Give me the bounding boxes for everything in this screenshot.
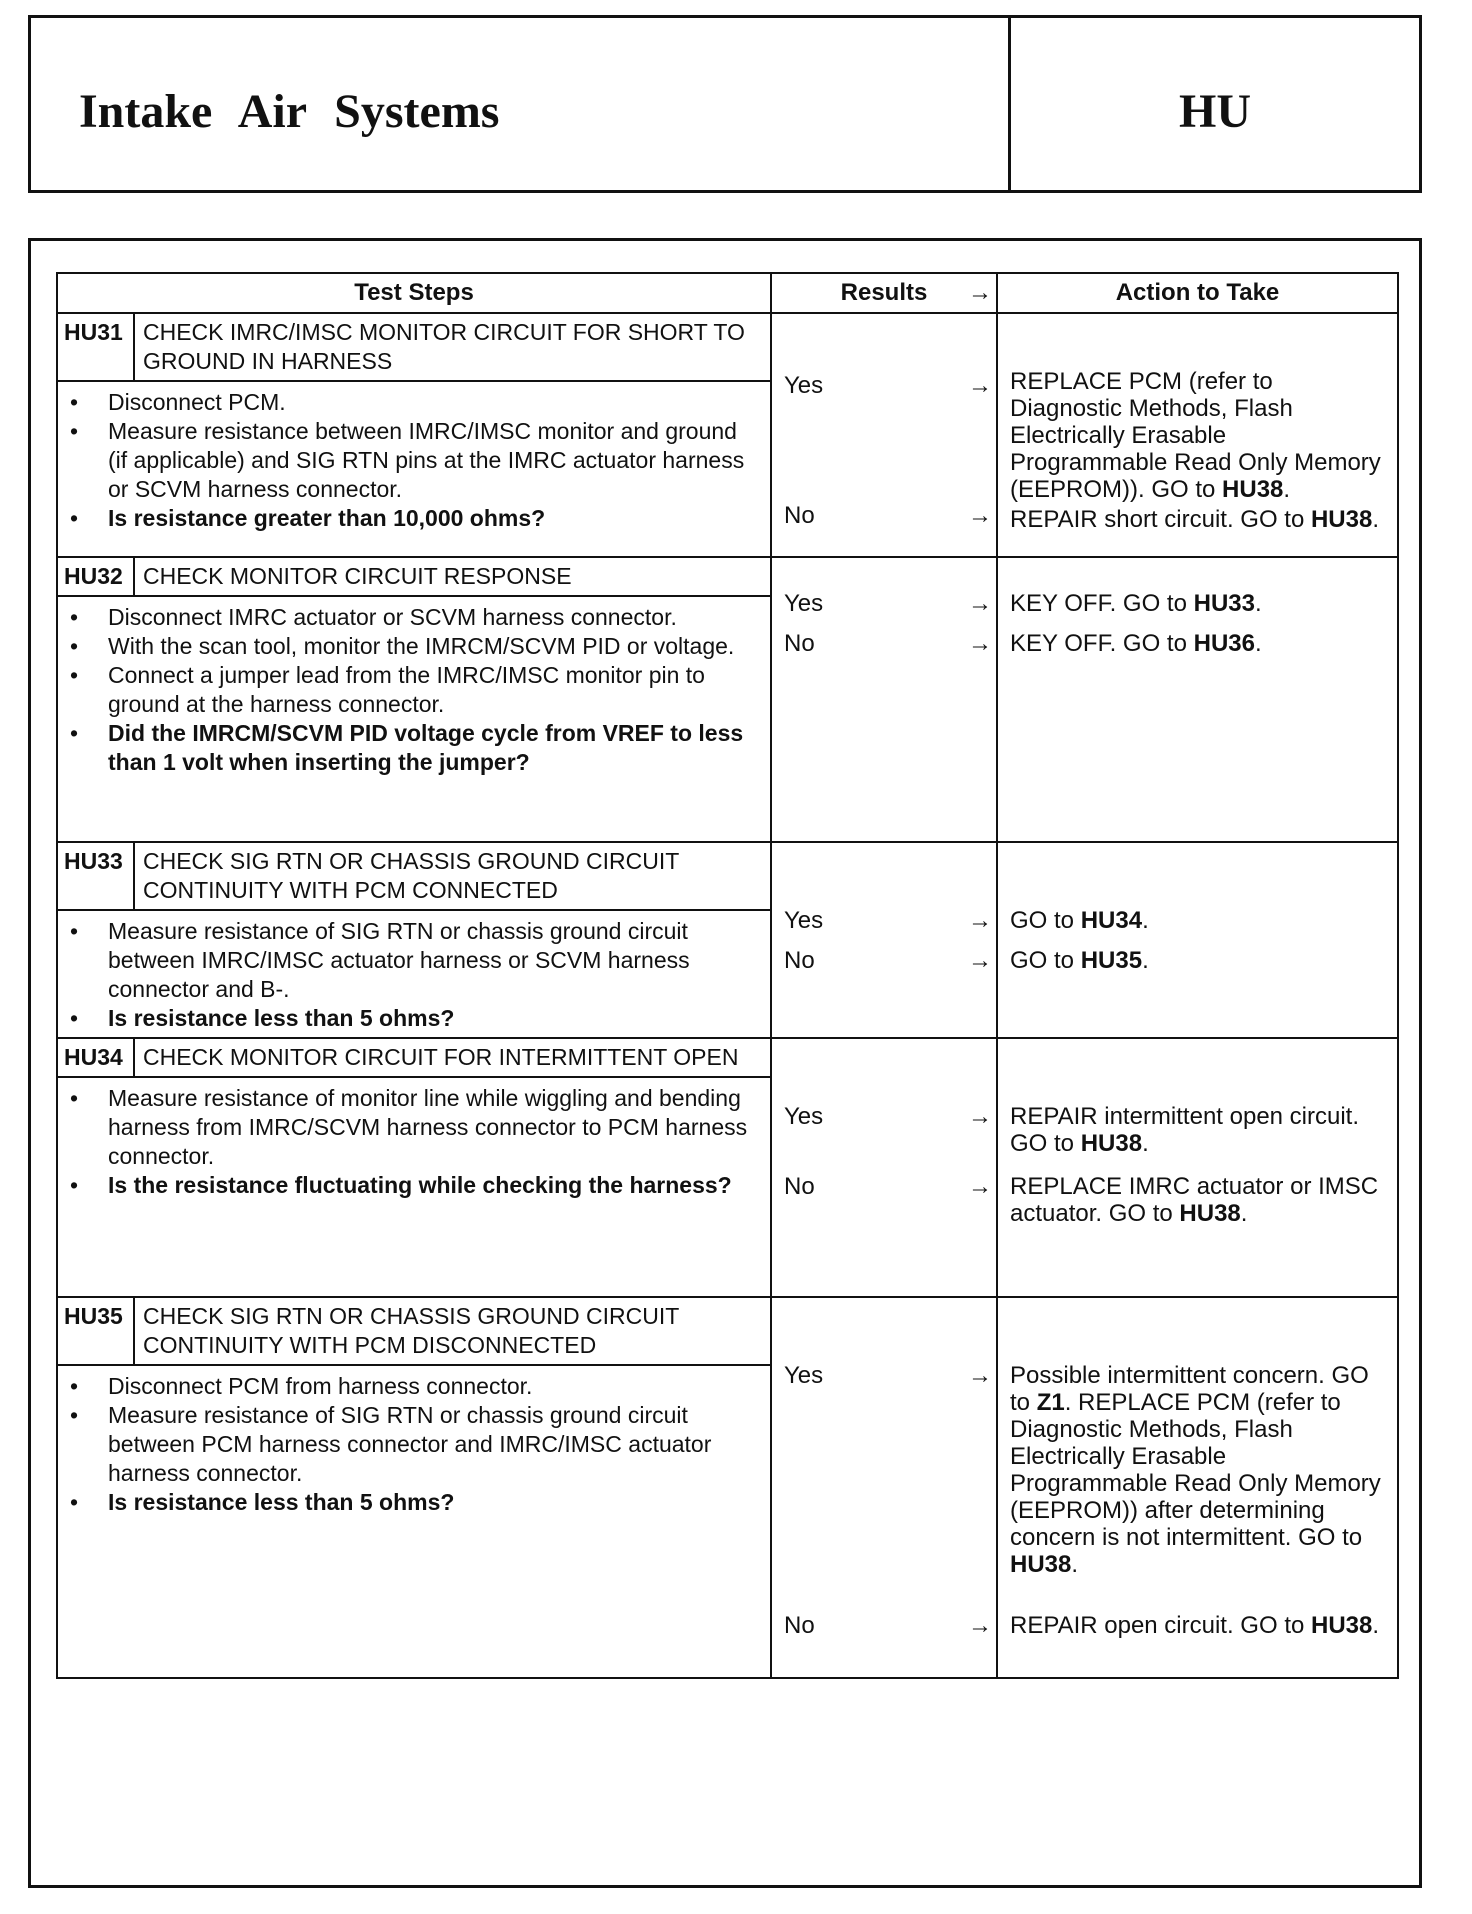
action-cell: [997, 313, 1398, 557]
result-yes: [784, 372, 992, 400]
step-bullet: [70, 661, 758, 719]
question-text: Is resistance less than 5 ohms?: [108, 1489, 455, 1515]
action-yes: [1010, 1103, 1385, 1157]
step-body: [58, 1078, 770, 1204]
step-header: [58, 314, 770, 382]
action-cell: [997, 1038, 1398, 1297]
step-reference: HU35: [1080, 947, 1143, 974]
bullet-icon: •: [70, 1172, 79, 1198]
result-yes: [784, 907, 992, 935]
bullet-icon: •: [70, 389, 79, 415]
action-text: REPLACE IMRC actuator or IMSC actuator. GO to: [1010, 1173, 1379, 1227]
step-reference: HU38: [1179, 1200, 1241, 1227]
bullet-icon: •: [70, 604, 79, 630]
action-text: REPAIR intermittent open circuit. GO to: [1010, 1103, 1360, 1157]
action-tail: .: [1283, 476, 1291, 503]
table-row: [57, 842, 1398, 1038]
step-title: CHECK MONITOR CIRCUIT RESPONSE: [143, 563, 572, 589]
step-reference: HU34: [1080, 907, 1143, 934]
results-cell: [771, 313, 997, 557]
action-text: KEY OFF. GO to: [1010, 590, 1187, 617]
action-cell: [997, 557, 1398, 842]
arrow-icon: →: [968, 1173, 992, 1200]
action-no: [1010, 506, 1385, 533]
test-step-cell: [57, 1297, 771, 1678]
result-no: [784, 1612, 992, 1640]
result-no: [784, 1173, 992, 1201]
arrow-icon: →: [968, 1612, 992, 1639]
bullet-text: Measure resistance of SIG RTN or chassis ground circuit between IMRC/IMSC actuator harness or SCVM harness connector and B-.: [108, 918, 690, 1002]
action-cell: [997, 1297, 1398, 1678]
step-id: HU33: [58, 843, 135, 909]
action-yes: [1010, 590, 1385, 617]
action-text: KEY OFF. GO to: [1010, 630, 1187, 657]
result-label: Yes: [784, 1103, 824, 1130]
action-no: [1010, 947, 1385, 974]
step-header: [58, 843, 770, 911]
action-text: REPLACE PCM (refer to Diagnostic Methods, Flash Electrically Erasable Programmable Read Only Memory (EEPROM)). GO to: [1010, 368, 1381, 503]
action-text: Possible intermittent concern. GO to: [1010, 1362, 1369, 1416]
action-yes: [1010, 1362, 1385, 1578]
table-row: [57, 1038, 1398, 1297]
step-id: HU34: [58, 1039, 135, 1076]
step-question: [70, 1488, 758, 1517]
step-bullet: [70, 1372, 758, 1401]
step-bullet: [70, 917, 758, 1004]
bullet-text: Disconnect PCM.: [108, 389, 286, 415]
result-label: No: [784, 947, 815, 974]
bullet-icon: •: [70, 1373, 79, 1399]
test-step-cell: [57, 842, 771, 1038]
arrow-icon: →: [968, 630, 992, 657]
result-label: No: [784, 1612, 815, 1639]
bullet-icon: •: [70, 662, 79, 688]
step-body: [58, 911, 770, 1037]
step-bullet: [70, 603, 758, 632]
result-label: Yes: [784, 907, 824, 934]
action-tail: .: [1142, 907, 1149, 934]
bullet-icon: •: [70, 918, 79, 944]
results-cell: [771, 1038, 997, 1297]
bullet-icon: •: [70, 505, 79, 531]
step-reference: HU38: [1311, 1612, 1373, 1639]
results-cell: [771, 842, 997, 1038]
results-cell: [771, 1297, 997, 1678]
step-bullet: [70, 1401, 758, 1488]
bullet-text: Disconnect PCM from harness connector.: [108, 1373, 533, 1399]
action-text: GO to: [1010, 907, 1075, 934]
bullet-icon: •: [70, 720, 79, 746]
action-tail: .: [1071, 1551, 1079, 1578]
bullet-text: Disconnect IMRC actuator or SCVM harness connector.: [108, 604, 677, 630]
table-row: [57, 313, 1398, 557]
question-text: Is the resistance fluctuating while checking the harness?: [108, 1172, 732, 1198]
result-no: [784, 630, 992, 658]
action-tail: .: [1142, 947, 1149, 974]
result-label: Yes: [784, 1362, 824, 1389]
step-bullet: [70, 388, 758, 417]
step-id: HU35: [58, 1298, 135, 1364]
action-tail: .: [1254, 590, 1262, 617]
step-reference: Z1: [1036, 1389, 1065, 1416]
action-text: REPAIR short circuit. GO to: [1010, 506, 1305, 533]
result-yes: [784, 590, 992, 618]
step-question: [70, 504, 758, 533]
arrow-icon: →: [968, 372, 992, 399]
arrow-icon: →: [968, 1362, 992, 1389]
arrow-icon: →: [968, 502, 992, 529]
bullet-text: Connect a jumper lead from the IMRC/IMSC monitor pin to ground at the harness connector.: [108, 662, 705, 717]
bullet-icon: •: [70, 1489, 79, 1515]
step-reference: HU38: [1080, 1130, 1143, 1157]
arrow-icon: →: [968, 1103, 992, 1130]
bullet-icon: •: [70, 1402, 79, 1428]
action-no: [1010, 1173, 1385, 1227]
step-id: HU32: [58, 558, 135, 595]
step-header: [58, 558, 770, 597]
page-header: [28, 15, 1422, 193]
arrow-icon: →: [968, 279, 992, 306]
action-text: REPAIR open circuit. GO to: [1010, 1612, 1305, 1639]
bullet-icon: •: [70, 633, 79, 659]
question-text: Did the IMRCM/SCVM PID voltage cycle from VREF to less than 1 volt when inserting the jumper?: [108, 720, 744, 775]
section-code: HU: [1179, 85, 1251, 138]
table-row: [57, 1297, 1398, 1678]
bullet-text: With the scan tool, monitor the IMRCM/SCVM PID or voltage.: [108, 633, 735, 659]
table-row: [57, 557, 1398, 842]
action-tail: .: [1240, 1200, 1248, 1227]
test-step-cell: [57, 557, 771, 842]
arrow-icon: →: [968, 947, 992, 974]
step-title: CHECK MONITOR CIRCUIT FOR INTERMITTENT OPEN: [143, 1044, 739, 1070]
action-tail: .: [1372, 506, 1379, 533]
step-question: [70, 719, 758, 777]
step-body: [58, 382, 770, 537]
header-action: Action to Take: [997, 273, 1398, 313]
result-label: No: [784, 1173, 815, 1200]
action-no: [1010, 630, 1385, 657]
action-tail: .: [1254, 630, 1262, 657]
bullet-text: Measure resistance between IMRC/IMSC monitor and ground (if applicable) and SIG RTN pins at the IMRC actuator harness or SCVM harness connector.: [108, 418, 745, 502]
result-yes: [784, 1103, 992, 1131]
arrow-icon: →: [968, 590, 992, 617]
step-title: CHECK SIG RTN OR CHASSIS GROUND CIRCUIT CONTINUITY WITH PCM DISCONNECTED: [143, 1303, 679, 1358]
action-tail: . REPLACE PCM (refer to Diagnostic Methods, Flash Electrically Erasable Programmable Read Only Memory (EEPROM)) after determining concern is not intermittent. GO to: [1010, 1389, 1381, 1551]
step-bullet: [70, 632, 758, 661]
step-reference: HU38: [1310, 506, 1373, 533]
arrow-icon: →: [968, 907, 992, 934]
bullet-text: Measure resistance of SIG RTN or chassis ground circuit between PCM harness connector and IMRC/IMSC actuator harness connector.: [108, 1402, 712, 1486]
step-reference: HU33: [1193, 590, 1255, 617]
table-header-row: [57, 273, 1398, 313]
action-yes: [1010, 907, 1385, 934]
step-title: CHECK SIG RTN OR CHASSIS GROUND CIRCUIT CONTINUITY WITH PCM CONNECTED: [143, 848, 679, 903]
header-results-label: Results: [840, 279, 928, 306]
question-text: Is resistance less than 5 ohms?: [108, 1005, 455, 1031]
test-step-cell: [57, 1038, 771, 1297]
result-no: [784, 502, 992, 530]
bullet-icon: •: [70, 1005, 79, 1031]
step-reference: HU38: [1010, 1551, 1072, 1578]
step-reference: HU36: [1193, 630, 1255, 657]
action-tail: .: [1372, 1612, 1380, 1639]
action-cell: [997, 842, 1398, 1038]
bullet-text: Measure resistance of monitor line while wiggling and bending harness from IMRC/SCVM harness connector to PCM harness connector.: [108, 1085, 748, 1169]
test-step-cell: [57, 313, 771, 557]
step-body: [58, 597, 770, 781]
results-cell: [771, 557, 997, 842]
step-title: CHECK IMRC/IMSC MONITOR CIRCUIT FOR SHORT TO GROUND IN HARNESS: [143, 319, 745, 374]
step-body: [58, 1366, 770, 1521]
header-test-steps: Test Steps: [57, 273, 771, 313]
result-label: Yes: [784, 372, 824, 399]
step-header: [58, 1298, 770, 1366]
action-tail: .: [1142, 1130, 1149, 1157]
result-label: No: [784, 502, 815, 529]
action-no: [1010, 1612, 1385, 1639]
test-steps-table: [56, 272, 1399, 1679]
header-results: [771, 273, 997, 313]
bullet-icon: •: [70, 418, 79, 444]
result-label: No: [784, 630, 815, 657]
result-label: Yes: [784, 590, 824, 617]
step-reference: HU38: [1222, 476, 1284, 503]
section-title: Intake Air Systems: [79, 85, 500, 138]
step-bullet: [70, 417, 758, 504]
result-no: [784, 947, 992, 975]
action-text: GO to: [1010, 947, 1075, 974]
result-yes: [784, 1362, 992, 1390]
step-question: [70, 1004, 758, 1033]
step-question: [70, 1171, 758, 1200]
step-bullet: [70, 1084, 758, 1171]
step-id: HU31: [58, 314, 135, 380]
step-header: [58, 1039, 770, 1078]
action-yes: [1010, 368, 1385, 503]
question-text: Is resistance greater than 10,000 ohms?: [108, 505, 546, 531]
bullet-icon: •: [70, 1085, 79, 1111]
